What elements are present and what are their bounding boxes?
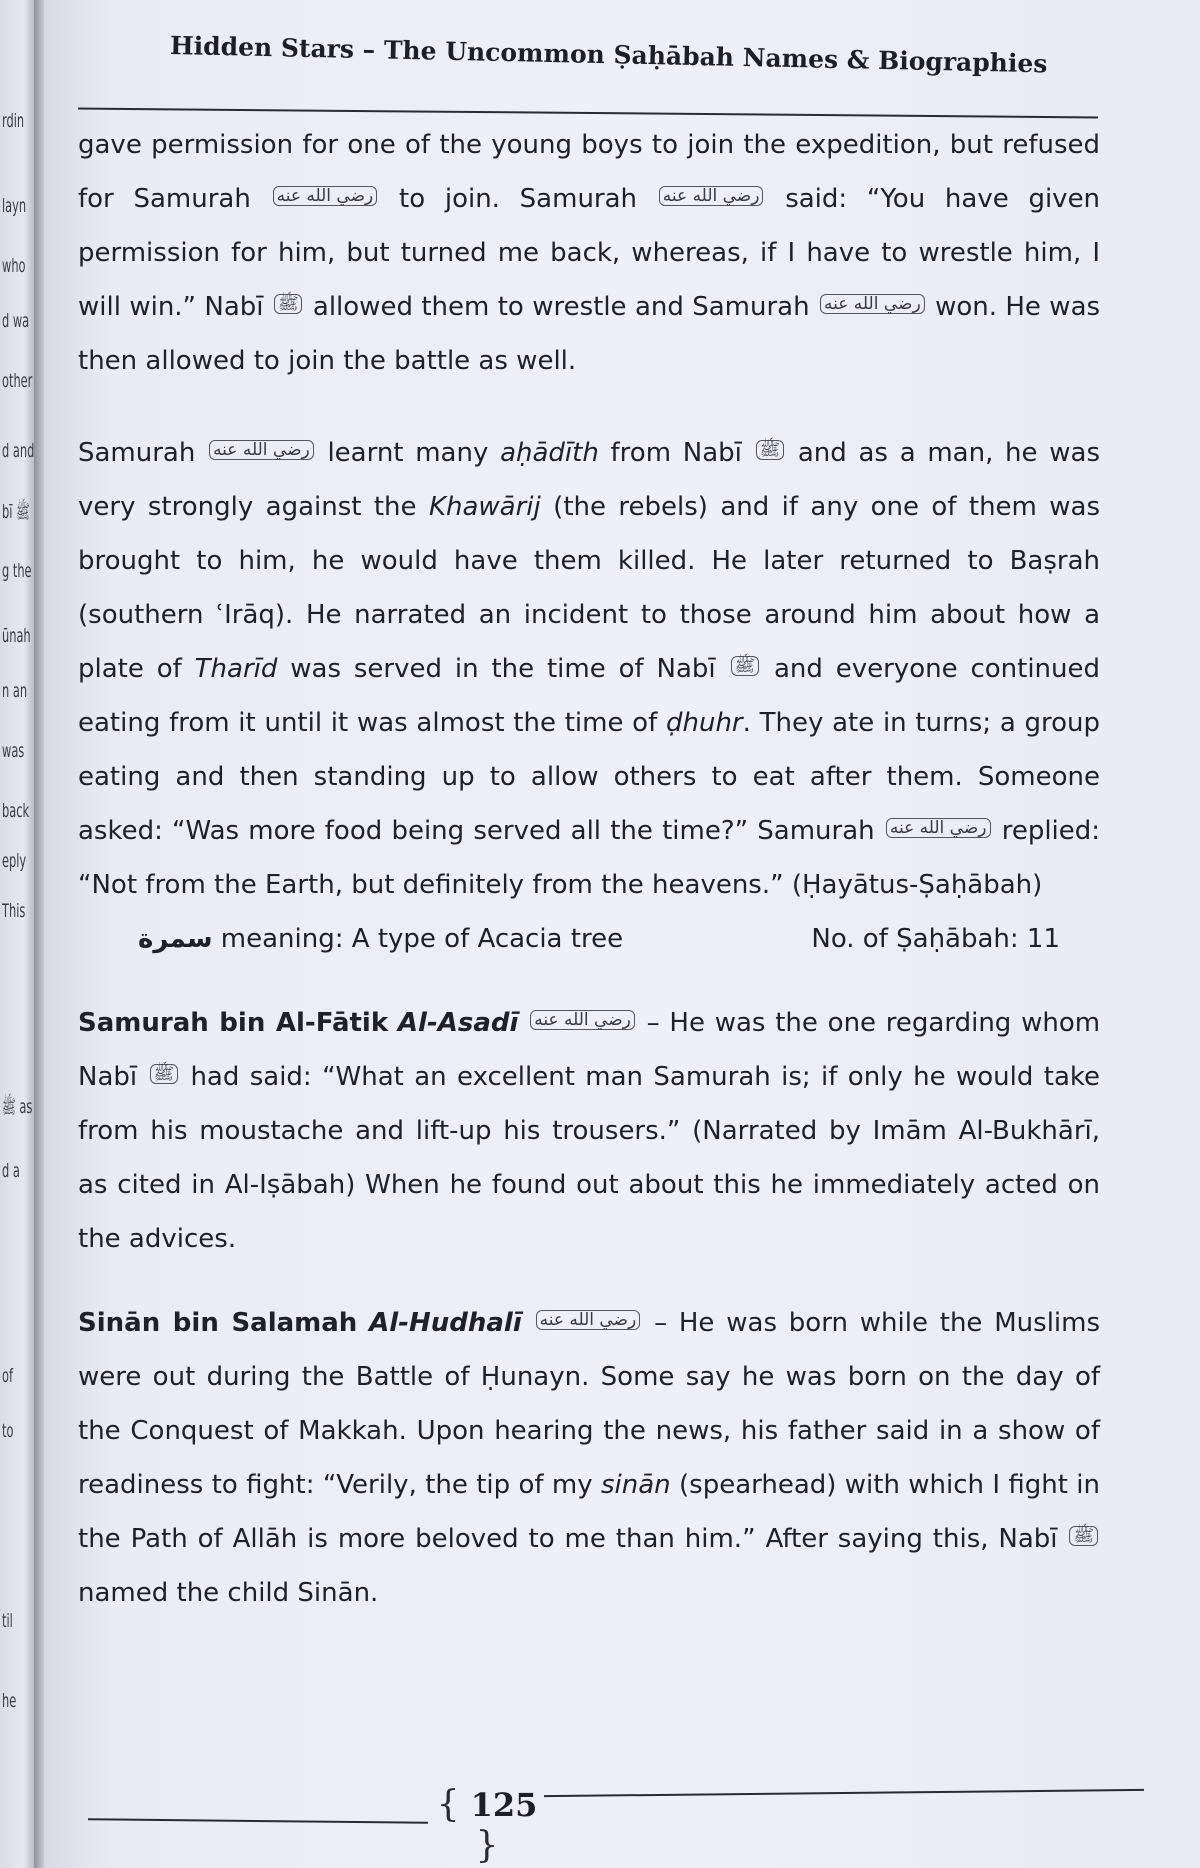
left-page-fragment: g the (2, 560, 32, 582)
name-meaning-line (78, 912, 1100, 966)
left-page-fragment: to (2, 1420, 14, 1442)
paragraph-samurah-ahadith: Samurah رضي الله عنه learnt many aḥādīth from Nabī ﷺ and as a man, he was very strongly against the Khawārij (the rebels) and if any one of them was brought to him, he would have them killed. He later returned to Baṣrah (southern ʿIrāq). He narrated an incident to those around him about how a plate of Tharīd was served in the time of Nabī ﷺ and everyone continued eating from it until it was almost the time of ḍhuhr. They ate in turns; a group eating and then standing up to allow others to eat after them. Someone asked: “Was more food being served all the time?” Samurah رضي الله عنه replied: “Not from the Earth, but definitely from the heavens.” (Ḥayātus-Ṣaḥābah) (78, 438, 1101, 900)
left-page-fragment: d a (2, 1160, 20, 1182)
left-page-fragment: rdin (2, 110, 25, 132)
left-page-fragment: bī ﷺ (2, 501, 30, 523)
footer-rule-right (544, 1789, 1144, 1797)
sallallahu-symbol: ﷺ (1069, 1526, 1098, 1546)
sahabah-count: No. of Ṣaḥābah: 11 (811, 924, 1060, 954)
left-page-fragment: d wa (2, 310, 30, 332)
paragraph-samurah-al-fatik: Samurah bin Al-Fātik Al-Asadī رضي الله عنه – He was the one regarding whom Nabī ﷺ had said: “What an excellent man Samurah is; if only he would take from his moustache and lift-up his trousers.” (Narrated by Imām Al-Bukhārī, as cited in Al-Iṣābah) When he found out about this he immediately acted on the advices. (78, 1008, 1101, 1254)
entry-name: Sinān bin Salamah (78, 1308, 358, 1338)
left-page-fragment: eply (2, 850, 27, 872)
running-title: Hidden Stars – The Uncommon Ṣaḥābah Names & Biographies (169, 30, 1048, 79)
left-page-fragment: of (2, 1365, 13, 1387)
left-page-fragment: he (2, 1690, 17, 1712)
entry-name: Samurah bin Al-Fātik (78, 1008, 389, 1038)
left-page-fragment: This (2, 900, 26, 922)
left-page-fragment: layn (2, 195, 27, 217)
radiallahu-anhu-symbol: رضي الله عنه (209, 440, 314, 460)
sallallahu-symbol: ﷺ (274, 294, 303, 314)
left-page-fragment: back (2, 800, 30, 822)
left-page-fragment: who (2, 255, 26, 277)
page-body (78, 118, 1100, 1620)
radiallahu-anhu-symbol: رضي الله عنه (659, 186, 764, 206)
footer-rule-left (88, 1818, 428, 1824)
radiallahu-anhu-symbol: رضي الله عنه (886, 818, 991, 838)
paragraph-sinan: Sinān bin Salamah Al-Hudhalī رضي الله عنه – He was born while the Muslims were out during the Battle of Ḥunayn. Some say he was born on the day of the Conquest of Makkah. Upon hearing the news, his father said in a show of readiness to fight: “Verily, the tip of my sinān (spearhead) with which I fight in the Path of Allāh is more beloved to me than him.” After saying this, Nabī ﷺ named the child Sinān. (78, 1308, 1101, 1608)
sallallahu-symbol: ﷺ (731, 656, 760, 676)
sallallahu-symbol: ﷺ (756, 440, 785, 460)
left-page-fragment: was (2, 740, 25, 762)
left-page-fragment: n an (2, 680, 28, 702)
left-page-fragment: other (2, 370, 33, 392)
left-page-fragment: ﷺ as (2, 1096, 33, 1118)
left-page-fragment: d and (2, 440, 34, 462)
left-page-fragment: til (2, 1610, 13, 1632)
left-page-fragment: ūnah (2, 625, 31, 647)
radiallahu-anhu-symbol: رضي الله عنه (530, 1010, 635, 1030)
left-page-edge (0, 0, 34, 1868)
radiallahu-anhu-symbol: رضي الله عنه (820, 294, 925, 314)
header-rule (78, 108, 1098, 119)
arabic-name: سمرة (138, 924, 213, 954)
name-meaning: meaning: A type of Acacia tree (220, 924, 624, 954)
book-gutter (34, 0, 44, 1868)
page-number: { 125 } (436, 1784, 538, 1866)
sallallahu-symbol: ﷺ (150, 1064, 179, 1084)
paragraph-samurah-battle: gave permission for one of the young boys to join the expedition, but refused for Samurah رضي الله عنه to join. Samurah رضي الله عنه said: “You have given permission for him, but turned me back, whereas, if I have to wrestle him, I will win.” Nabī ﷺ allowed them to wrestle and Samurah رضي الله عنه won. He was then allowed to join the battle as well. (78, 130, 1101, 376)
radiallahu-anhu-symbol: رضي الله عنه (536, 1310, 641, 1330)
book-page (44, 0, 1200, 1868)
radiallahu-anhu-symbol: رضي الله عنه (273, 186, 378, 206)
